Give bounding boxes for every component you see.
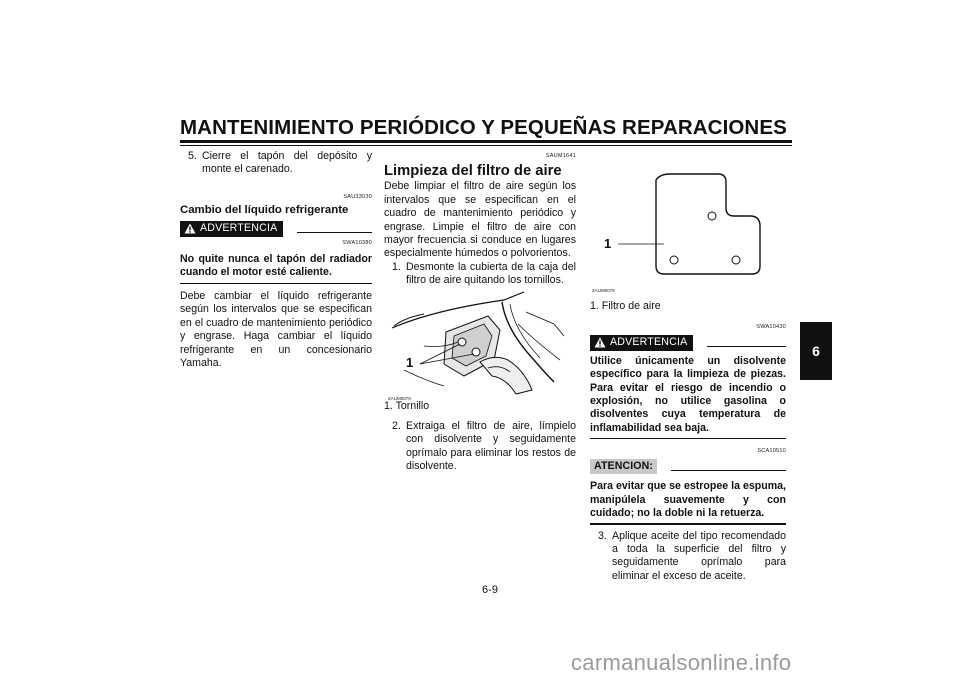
warning-triangle-icon: [594, 337, 606, 348]
page-number: 6-9: [482, 584, 498, 596]
step-text: Extraiga el filtro de aire, límpielo con disolvente y seguidamente oprímalo para eliminar los restos de disolvente.: [406, 420, 576, 473]
column-left: [180, 150, 372, 370]
warning-badge: [180, 221, 283, 237]
intro-text: Debe limpiar el filtro de aire según los intervalos que se especifican en el cuadro de mantenimiento periódico y engrase. Limpie el filtro de aire con mayor frecuencia si conduce en lugares especialmente húmedos o polvorientos.: [384, 180, 576, 260]
column-middle: [384, 150, 576, 474]
figure-code: ZAUM0078: [592, 288, 615, 293]
warning-triangle-icon: [184, 223, 196, 234]
figure-air-filter: [590, 170, 786, 298]
figure-callout-number: 1: [406, 354, 414, 370]
step-text: Aplique aceite del tipo recomendado a toda la superficie del filtro y seguidamente oprímalo para eliminar el exceso de aceite.: [612, 529, 786, 582]
caution-header: [590, 459, 786, 474]
caution-label: ATENCION:: [590, 459, 657, 474]
step-text: Desmonte la cubierta de la caja del filtro de aire quitando los tornillos.: [406, 260, 576, 287]
step-number: 1.: [392, 260, 401, 273]
figure-callout-number: 1: [604, 236, 612, 251]
step-3: [590, 530, 786, 584]
reference-code: SWA10430: [756, 324, 786, 331]
air-filter-illustration: [590, 170, 786, 290]
reference-code: SWA10380: [342, 239, 372, 246]
chapter-tab: 6: [800, 322, 832, 380]
warning-label: ADVERTENCIA: [610, 336, 688, 349]
warning-text: No quite nunca el tapón del radiador cuando el motor esté caliente.: [180, 253, 372, 279]
warning-end-rule: [590, 438, 786, 439]
figure-screws: [384, 290, 576, 400]
section-title-coolant: Cambio del líquido refrigerante: [180, 204, 349, 217]
figure-caption: 1. Filtro de aire: [590, 300, 661, 312]
body-text: Debe cambiar el líquido refrigerante según los intervalos que se especifican en el cuadro de mantenimiento periódico y engrase. Haga cambiar el líquido refrigerante en un concesionario Yamaha.: [180, 290, 372, 370]
header-rule: [180, 140, 792, 143]
step-1: [384, 261, 576, 288]
reference-code: SAUM1641: [545, 153, 576, 159]
reference-code: SCA10510: [757, 448, 786, 455]
watermark: carmanualsonline.info: [571, 650, 792, 675]
caution-text: Para evitar que se estropee la espuma, manipúlela suavemente y con cuidado; no la doble ni la retuerza.: [590, 480, 786, 520]
step-text: Cierre el tapón del depósito y monte el carenado.: [202, 150, 372, 176]
header-rule-thin: [180, 145, 792, 146]
warning-badge: [590, 335, 693, 351]
reference-code: SAU33030: [343, 193, 372, 200]
warning-rule: [297, 232, 372, 233]
warning-header: [590, 335, 786, 351]
warning-label: ADVERTENCIA: [200, 221, 278, 234]
caution-end-rule: [590, 523, 786, 524]
section-title-air-filter: Limpieza del filtro de aire: [384, 163, 562, 180]
warning-text: Utilice únicamente un disolvente específico para la limpieza de piezas. Para evitar el riesgo de incendio o explosión, no utilice gasolina o disolventes cuya temperatura de inflamabilidad sea baja.: [590, 354, 786, 434]
step-5: [180, 150, 372, 177]
warning-header: [180, 221, 372, 237]
page-header-title: MANTENIMIENTO PERIÓDICO Y PEQUEÑAS REPARACIONES: [180, 116, 787, 139]
column-right: [590, 150, 786, 583]
step-number: 3.: [598, 529, 607, 542]
step-number: 2.: [392, 420, 401, 433]
step-number: 5.: [188, 150, 197, 162]
air-filter-cover-illustration: [384, 290, 576, 398]
step-2: [384, 420, 576, 474]
warning-rule: [707, 346, 786, 347]
figure-caption: 1. Tornillo: [384, 399, 430, 412]
warning-end-rule: [180, 283, 372, 284]
caution-rule: [671, 470, 786, 471]
figure-code: ZAUM0079: [388, 395, 411, 401]
